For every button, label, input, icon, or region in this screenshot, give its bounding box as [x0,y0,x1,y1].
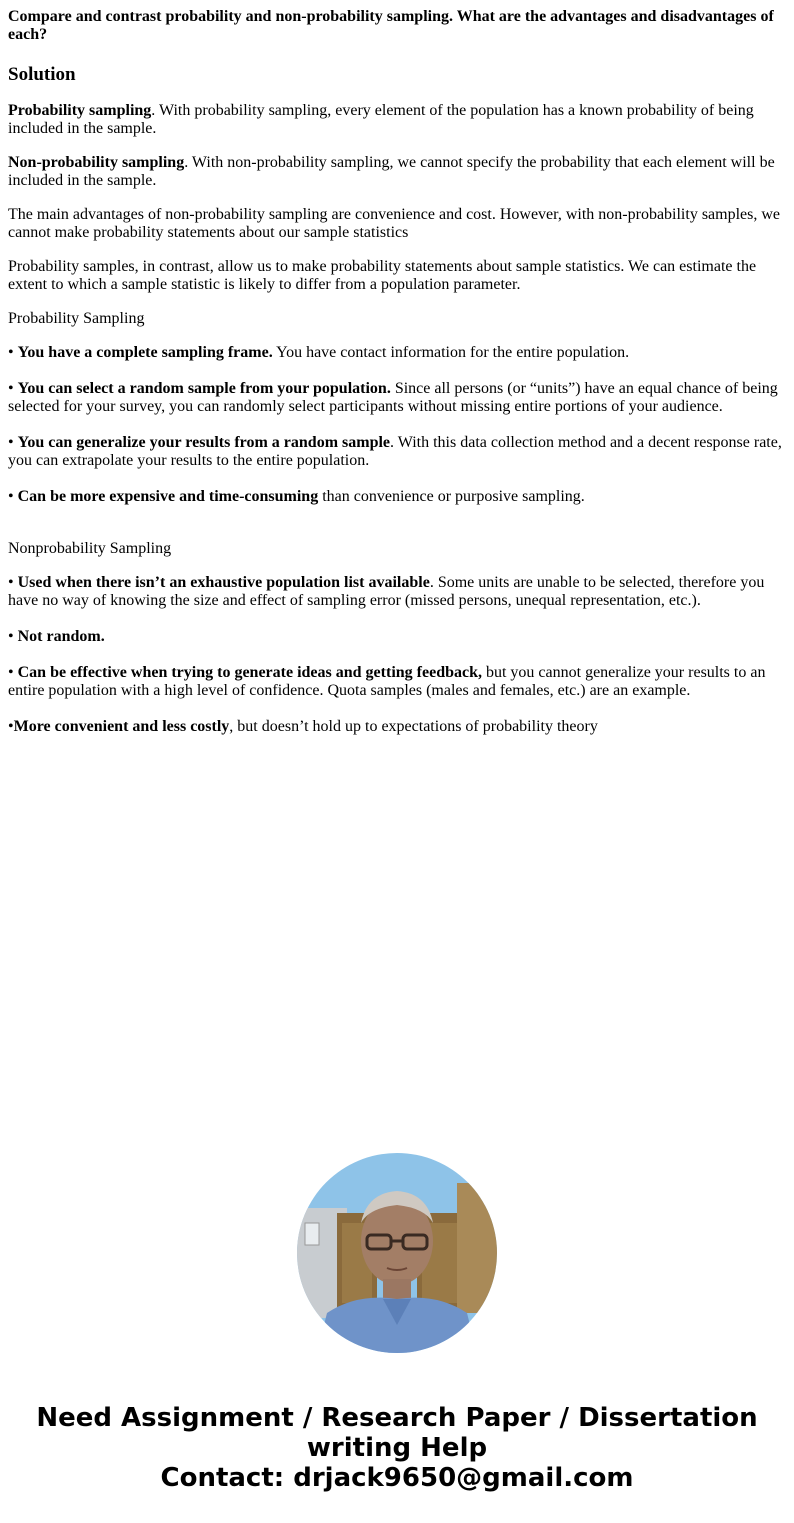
probability-term: Probability sampling [8,102,152,119]
nonprobability-definition [8,154,786,190]
list-item [8,628,786,646]
bullet-bold: You can select a random sample from your population. [17,380,391,397]
list-item [8,488,786,506]
bullet-text: . Some units are unable to be selected, therefore you have no way of knowing the size and effect of sampling error (missed persons, unequal representation, etc.). [8,574,765,609]
bullet-text: Since all persons (or “units”) have an equal chance of being selected for your survey, you can randomly select participants without missing entire portions of your audience. [8,380,778,415]
contrast-paragraph: Probability samples, in contrast, allow us to make probability statements about sample statistics. We can estimate the extent to which a sample statistic is likely to differ from a population parameter. [8,258,757,293]
list-item [8,434,786,470]
bullet-text: , but doesn’t hold up to expectations of probability theory [229,718,598,735]
promo-banner [0,1403,794,1493]
bullet-bold: Used when there isn’t an exhaustive population list available [17,574,430,591]
bullet-mark: • [8,718,14,735]
list-item [8,380,786,416]
bullet-text: than convenience or purposive sampling. [318,488,585,505]
advantages-paragraph: The main advantages of non-probability sampling are convenience and cost. However, with non-probability samples, we cannot make probability statements about our sample statistics [8,206,781,241]
list-item [8,344,786,362]
bullet-text: . With this data collection method and a decent response rate, you can extrapolate your results to the entire population. [8,434,782,469]
bullet-bold: More convenient and less costly [13,718,230,735]
bullet-mark: • [8,380,18,397]
nonprobability-term: Non-probability sampling [8,154,185,171]
avatar [297,1153,497,1353]
nonprobability-section-title: Nonprobability Sampling [8,540,172,557]
promo-line: writing Help [306,1433,488,1463]
bullet-bold: You have a complete sampling frame. [17,344,273,361]
document-body [8,8,786,736]
bullet-mark: • [8,664,18,681]
bullet-bold: Not random. [17,628,105,645]
probability-definition [8,102,786,138]
probability-definition-text: . With probability sampling, every element of the population has a known probability of being included in the sample. [8,102,754,137]
bullet-bold: Can be effective when trying to generate ideas and getting feedback, [17,664,482,681]
bullet-mark: • [8,628,18,645]
promo-contact: Contact: drjack9650@gmail.com [160,1463,634,1493]
bullet-bold: You can generalize your results from a random sample [17,434,391,451]
bullet-mark: • [8,344,18,361]
bullet-text: You have contact information for the entire population. [272,344,630,361]
list-item [8,574,786,610]
list-item [8,664,786,700]
question-heading: Compare and contrast probability and non-probability sampling. What are the advantages and disadvantages of each? [8,8,774,43]
bullet-mark: • [8,434,18,451]
bullet-text: but you cannot generalize your results to an entire population with a high level of confidence. Quota samples (males and females, etc.) are an example. [8,664,766,699]
avatar-portrait [297,1153,497,1353]
nonprobability-definition-text: . With non-probability sampling, we cannot specify the probability that each element will be included in the sample. [8,154,775,189]
bullet-mark: • [8,488,18,505]
promo-line: Need Assignment / Research Paper / Dissertation [36,1403,758,1433]
bullet-bold: Can be more expensive and time-consuming [17,488,319,505]
solution-heading: Solution [8,64,76,85]
bullet-mark: • [8,574,18,591]
list-item [8,718,786,736]
probability-section-title: Probability Sampling [8,310,145,327]
